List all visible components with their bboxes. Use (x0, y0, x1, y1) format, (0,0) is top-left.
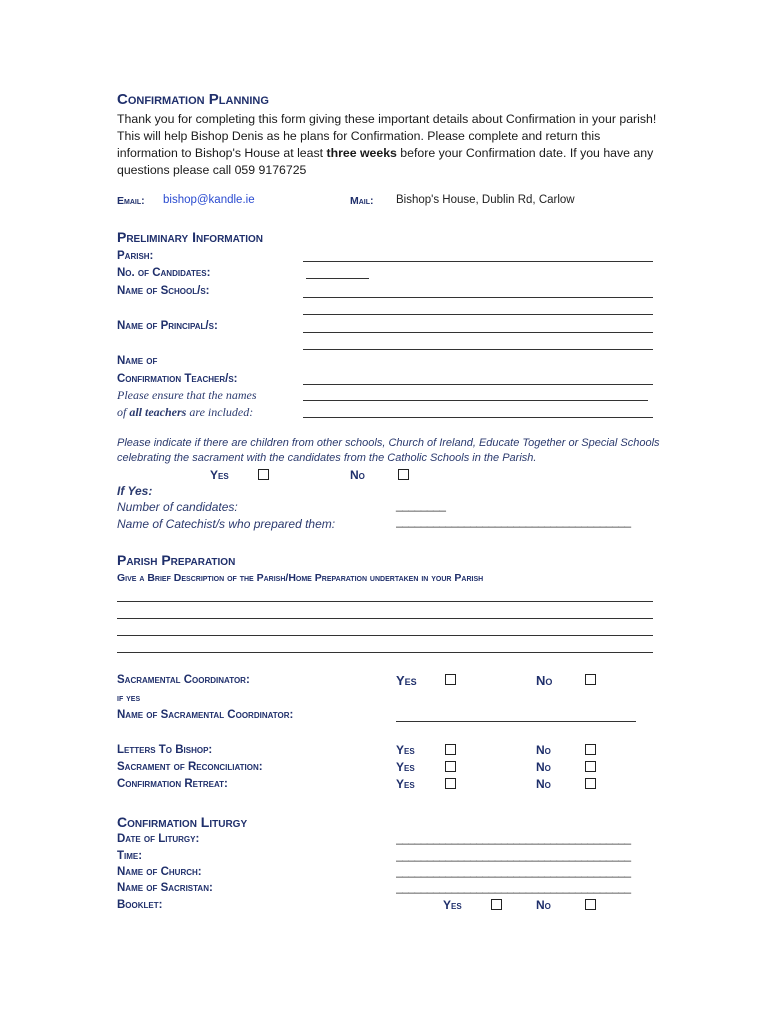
other-schools-no-checkbox[interactable] (398, 469, 409, 480)
if-yes-label: If Yes: (117, 484, 153, 498)
mail-address: Bishop's House, Dublin Rd, Carlow (396, 194, 575, 206)
liturgy-time-field[interactable]: ______________________________________ (396, 848, 631, 862)
booklet-yes-checkbox[interactable] (491, 899, 502, 910)
intro-text-2: before your Confirmation date. If you have any questions please call 059 9176725 (117, 146, 654, 177)
teachers-label: Confirmation Teacher/s: (117, 373, 238, 385)
teachers-field-3[interactable] (303, 417, 653, 418)
intro-bold: three weeks (326, 146, 397, 160)
num-candidates-field[interactable]: ________ (396, 498, 446, 512)
letters-yes-label: Yes (396, 743, 415, 757)
letters-label: Letters To Bishop: (117, 744, 213, 756)
no-candidates-field[interactable] (306, 278, 369, 279)
coordinator-name-field[interactable] (396, 721, 636, 722)
letters-no-label: No (536, 743, 551, 757)
prep-line-3[interactable] (117, 635, 653, 636)
letters-yes-checkbox[interactable] (445, 744, 456, 755)
parish-label: Parish: (117, 250, 154, 262)
teachers-field-1[interactable] (303, 384, 653, 385)
coordinator-yes-label: Yes (396, 673, 417, 688)
retreat-yes-label: Yes (396, 777, 415, 791)
booklet-label: Booklet: (117, 899, 163, 911)
retreat-no-checkbox[interactable] (585, 778, 596, 789)
teachers-note-2 (117, 405, 253, 420)
coordinator-name-label: Name of Sacramental Coordinator: (117, 709, 294, 721)
booklet-no-checkbox[interactable] (585, 899, 596, 910)
preliminary-heading: Preliminary Information (117, 229, 263, 245)
reconciliation-label: Sacrament of Reconciliation: (117, 761, 263, 773)
booklet-yes-label: Yes (443, 898, 462, 912)
intro-text-1: Thank you for completing this form giving these important details about Confirmation in your parish! This will help Bishop Denis as he plans for Confirmation. Please complete and return this information to Bishop's House at least (117, 112, 657, 160)
coordinator-label: Sacramental Coordinator: (117, 674, 250, 686)
email-label: Email: (117, 195, 145, 207)
coordinator-if-yes: if yes (117, 692, 141, 704)
liturgy-time-label: Time: (117, 850, 143, 862)
schools-field-2[interactable] (303, 314, 653, 315)
note-of: of (117, 405, 130, 419)
other-schools-yes-label: Yes (210, 468, 229, 482)
principals-field-2[interactable] (303, 349, 653, 350)
prep-line-4[interactable] (117, 652, 653, 653)
parish-prep-heading: Parish Preparation (117, 552, 236, 568)
retreat-label: Confirmation Retreat: (117, 778, 228, 790)
teachers-field-2[interactable] (303, 400, 648, 401)
liturgy-heading: Confirmation Liturgy (117, 814, 248, 830)
liturgy-date-label: Date of Liturgy: (117, 833, 200, 845)
page-title: Confirmation Planning (117, 91, 269, 108)
liturgy-church-label: Name of Church: (117, 866, 202, 878)
liturgy-sacristan-label: Name of Sacristan: (117, 882, 213, 894)
parish-field[interactable] (303, 261, 653, 262)
catechist-label: Name of Catechist/s who prepared them: (117, 517, 336, 531)
num-candidates-label: Number of candidates: (117, 500, 238, 514)
coordinator-yes-checkbox[interactable] (445, 674, 456, 685)
prep-line-1[interactable] (117, 601, 653, 602)
note-included: are included: (186, 405, 254, 419)
other-schools-yes-checkbox[interactable] (258, 469, 269, 480)
coordinator-no-checkbox[interactable] (585, 674, 596, 685)
principals-label: Name of Principal/s: (117, 320, 218, 332)
booklet-no-label: No (536, 898, 551, 912)
other-schools-text: Please indicate if there are children from other schools, Church of Ireland, Educate Together or Special Schools celebrating the sacrament with the candidates from the Catholic Schools in the Parish. (117, 437, 660, 464)
reconciliation-yes-label: Yes (396, 760, 415, 774)
reconciliation-yes-checkbox[interactable] (445, 761, 456, 772)
letters-no-checkbox[interactable] (585, 744, 596, 755)
parish-prep-subheading: Give a Brief Description of the Parish/Home Preparation undertaken in your Parish (117, 572, 484, 584)
prep-line-2[interactable] (117, 618, 653, 619)
reconciliation-no-checkbox[interactable] (585, 761, 596, 772)
email-link[interactable]: bishop@kandle.ie (163, 194, 255, 206)
intro-paragraph (117, 111, 662, 179)
retreat-yes-checkbox[interactable] (445, 778, 456, 789)
schools-field-1[interactable] (303, 297, 653, 298)
note-all-teachers: all teachers (129, 405, 187, 419)
principals-field-1[interactable] (303, 332, 653, 333)
reconciliation-no-label: No (536, 760, 551, 774)
liturgy-date-field[interactable]: ______________________________________ (396, 831, 631, 845)
mail-label: Mail: (350, 195, 374, 207)
retreat-no-label: No (536, 777, 551, 791)
liturgy-church-field[interactable]: ______________________________________ (396, 864, 631, 878)
catechist-field[interactable]: ______________________________________ (396, 514, 631, 528)
schools-label: Name of School/s: (117, 285, 210, 297)
liturgy-sacristan-field[interactable]: ______________________________________ (396, 880, 631, 894)
coordinator-no-label: No (536, 673, 553, 688)
name-of-label: Name of (117, 355, 158, 367)
other-schools-no-label: No (350, 468, 365, 482)
no-candidates-label: No. of Candidates: (117, 267, 211, 279)
teachers-note-1: Please ensure that the names (117, 388, 257, 402)
